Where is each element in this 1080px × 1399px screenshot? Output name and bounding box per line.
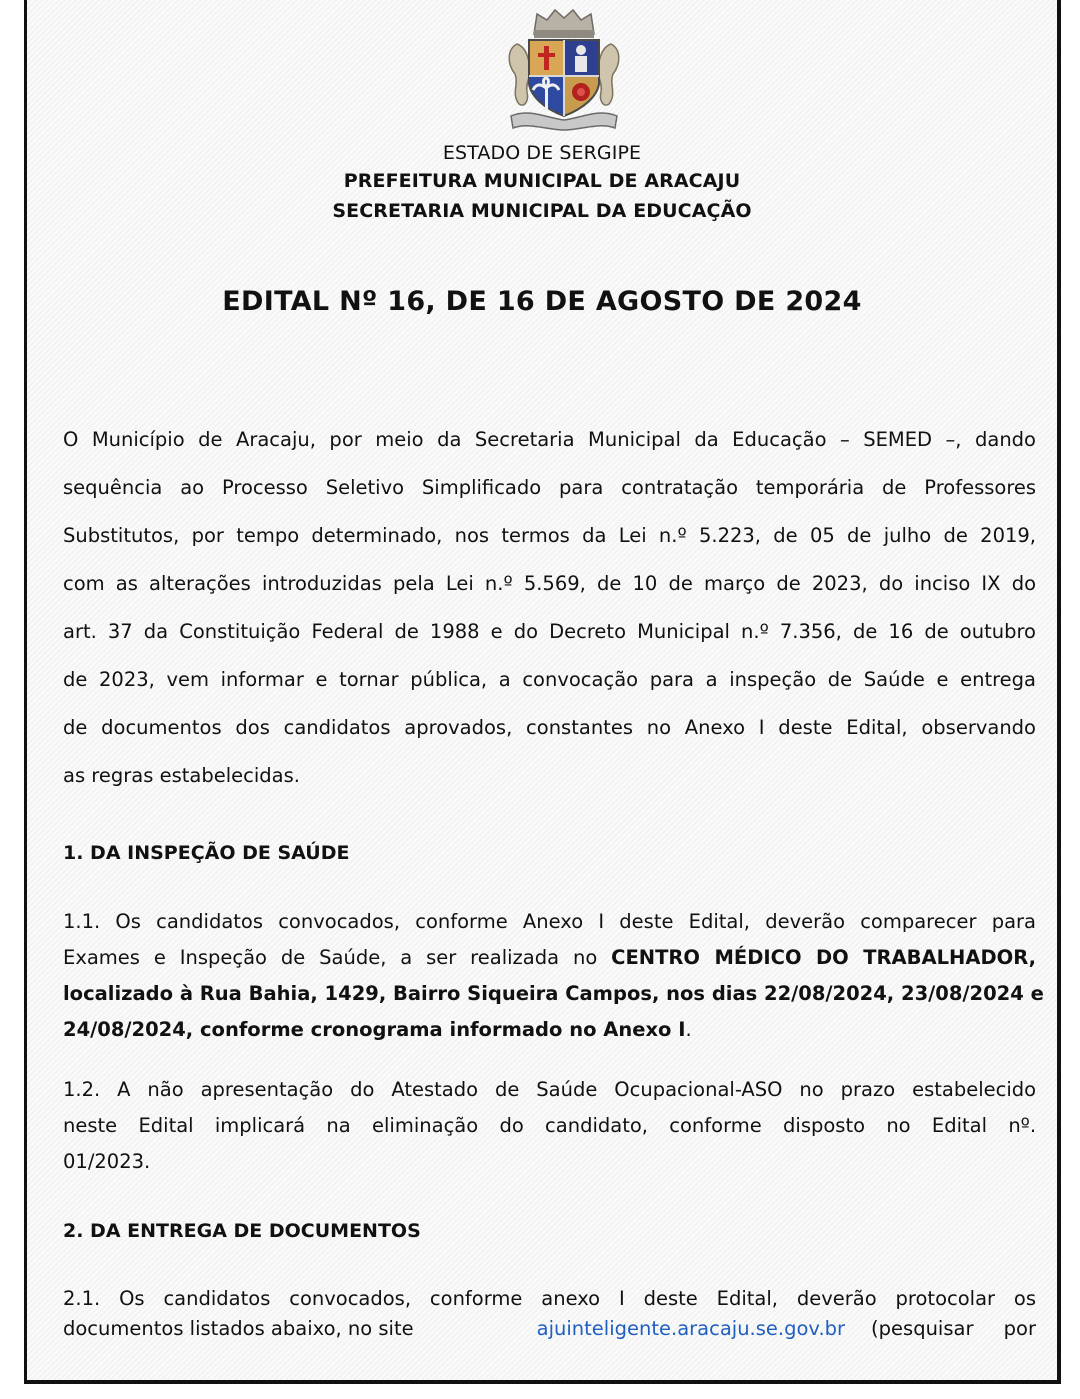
item-1-1-line <box>63 940 1036 976</box>
item-1-1-line: 1.1. Os candidatos convocados, conforme Anexo I deste Edital, deverão comparecer para <box>63 910 1036 933</box>
intro-line: sequência ao Processo Seletivo Simplificado para contratação temporária de Professores <box>63 476 1037 499</box>
city-crest-icon <box>489 4 639 134</box>
item-1-1-line <box>63 976 1044 1012</box>
intro-line: as regras estabelecidas. <box>63 764 300 787</box>
period: . <box>685 1018 692 1041</box>
document-page <box>24 0 1061 1384</box>
section-heading-health-inspection: 1. DA INSPEÇÃO DE SAÚDE <box>63 842 350 864</box>
secretariat-name: SECRETARIA MUNICIPAL DA EDUCAÇÃO <box>332 200 752 222</box>
intro-line: art. 37 da Constituição Federal de 1988 e do Decreto Municipal n.º 7.356, de 16 de outubro <box>63 620 1036 643</box>
item-2-1-text: documentos listados abaixo, no site <box>63 1317 414 1340</box>
medical-center-name: CENTRO MÉDICO DO TRABALHADOR, <box>611 946 1036 969</box>
item-2-1-tail: (pesquisar por <box>871 1317 1036 1340</box>
document-title: EDITAL Nº 16, DE 16 DE AGOSTO DE 2024 <box>222 286 862 317</box>
intro-line: O Município de Aracaju, por meio da Secretaria Municipal da Educação – SEMED –, dando <box>63 428 1036 451</box>
intro-line: de documentos dos candidatos aprovados, constantes no Anexo I deste Edital, observando <box>63 716 1036 739</box>
schedule-note: 24/08/2024, conforme cronograma informado no Anexo I <box>63 1018 686 1041</box>
item-1-1 <box>63 904 1044 1048</box>
state-name: ESTADO DE SERGIPE <box>442 142 642 164</box>
address-and-dates: localizado à Rua Bahia, 1429, Bairro Siqueira Campos, nos dias 22/08/2024, 23/08/2024 e <box>63 982 1044 1005</box>
item-1-1-text: Exames e Inspeção de Saúde, a ser realizada no <box>63 946 598 969</box>
intro-paragraph <box>63 416 1036 800</box>
item-1-2 <box>63 1072 1036 1180</box>
page-content <box>45 0 1044 1380</box>
item-2-1 <box>63 1281 1036 1340</box>
item-2-1-line <box>63 1317 1036 1340</box>
item-1-2-line: neste Edital implicará na eliminação do candidato, conforme disposto no Edital nº. <box>63 1114 1037 1137</box>
intro-line: Substitutos, por tempo determinado, nos termos da Lei n.º 5.223, de 05 de julho de 2019, <box>63 524 1036 547</box>
section-heading-document-delivery: 2. DA ENTREGA DE DOCUMENTOS <box>63 1220 421 1242</box>
ajuinteligente-link[interactable]: ajuinteligente.aracaju.se.gov.br <box>536 1317 846 1340</box>
item-1-2-line: 01/2023. <box>63 1150 151 1173</box>
intro-line: de 2023, vem informar e tornar pública, a convocação para a inspeção de Saúde e entrega <box>63 668 1036 691</box>
prefecture-name: PREFEITURA MUNICIPAL DE ARACAJU <box>343 170 741 192</box>
item-2-1-line: 2.1. Os candidatos convocados, conforme anexo I deste Edital, deverão protocolar os <box>63 1287 1036 1310</box>
intro-line: com as alterações introduzidas pela Lei n.º 5.569, de 10 de março de 2023, do inciso IX do <box>63 572 1036 595</box>
item-1-1-line <box>63 1012 1036 1048</box>
item-1-2-line: 1.2. A não apresentação do Atestado de Saúde Ocupacional-ASO no prazo estabelecido <box>63 1078 1037 1101</box>
